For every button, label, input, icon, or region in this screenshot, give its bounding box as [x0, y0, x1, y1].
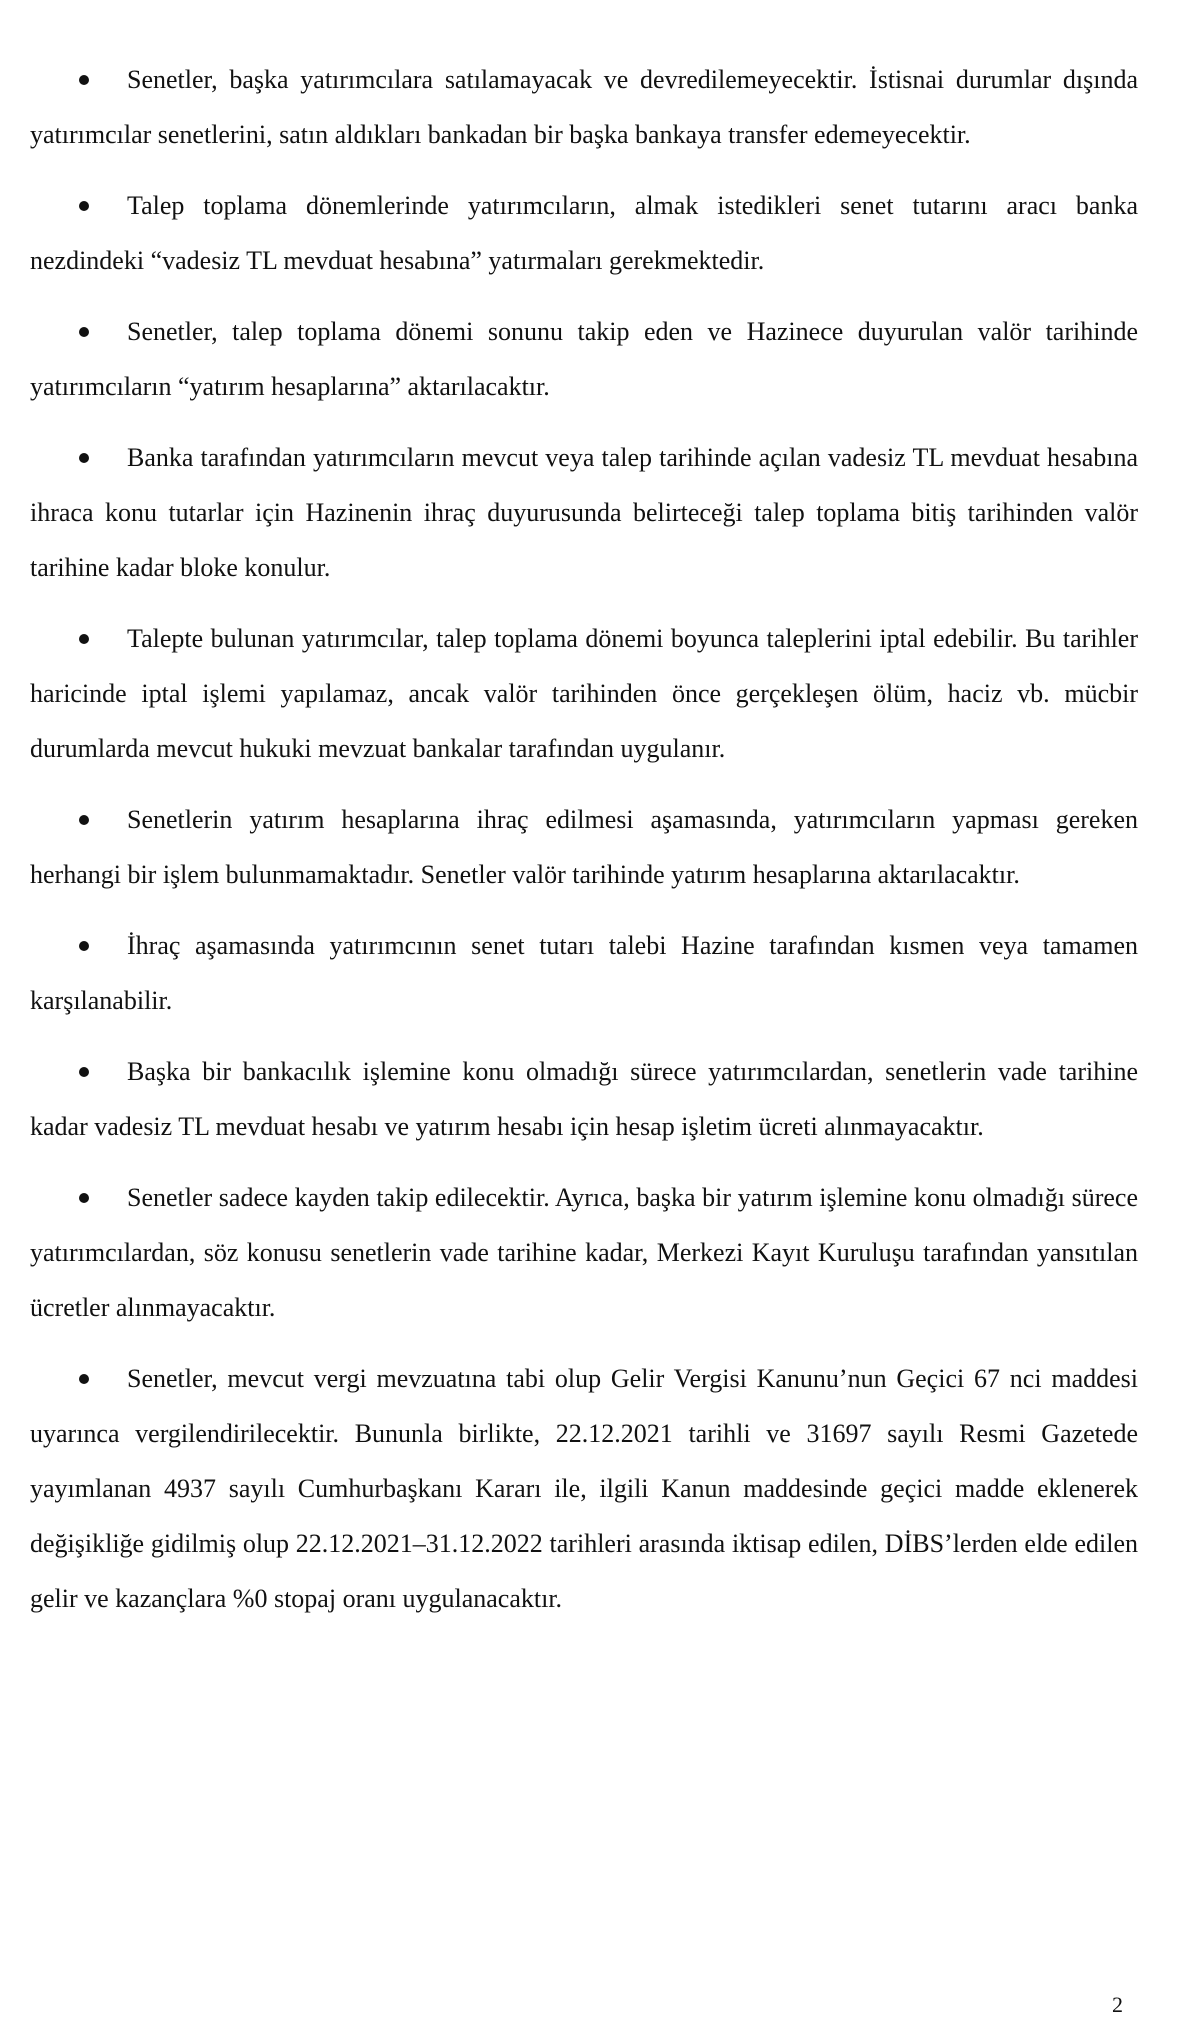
list-item-text: Banka tarafından yatırımcıların mevcut veya talep tarihinde açılan vadesiz TL mevduat hesabına ihraca konu tutarlar için Hazinenin ihraç duyurusunda belirteceği talep toplama bitiş tarihinden valör tarihine kadar bloke konulur.: [30, 443, 1138, 582]
list-item: [30, 1170, 1138, 1335]
list-item-text: Talep toplama dönemlerinde yatırımcıların, almak istedikleri senet tutarını aracı banka nezdindeki “vadesiz TL mevduat hesabına” yatırmaları gerekmektedir.: [30, 191, 1138, 275]
list-item-text: Talepte bulunan yatırımcılar, talep toplama dönemi boyunca taleplerini iptal edebilir. Bu tarihler haricinde iptal işlemi yapılamaz, ancak valör tarihinden önce gerçekleşen ölüm, haciz vb. mücbir durumlarda mevcut hukuki mevzuat bankalar tarafından uygulanır.: [30, 624, 1138, 763]
bullet-list: [30, 52, 1138, 1626]
list-item: [30, 611, 1138, 776]
list-item-text: İhraç aşamasında yatırımcının senet tutarı talebi Hazine tarafından kısmen veya tamamen karşılanabilir.: [30, 931, 1138, 1015]
list-item: [30, 792, 1138, 902]
bullet-icon: [79, 815, 89, 825]
list-item: [30, 52, 1138, 162]
list-item-text: Başka bir bankacılık işlemine konu olmadığı sürece yatırımcılardan, senetlerin vade tarihine kadar vadesiz TL mevduat hesabı ve yatırım hesabı için hesap işletim ücreti alınmayacaktır.: [30, 1057, 1138, 1141]
bullet-icon: [79, 1067, 89, 1077]
page-number: 2: [1112, 1992, 1123, 2017]
bullet-icon: [79, 453, 89, 463]
bullet-icon: [79, 327, 89, 337]
list-item: [30, 304, 1138, 414]
list-item: [30, 178, 1138, 288]
list-item-text: Senetlerin yatırım hesaplarına ihraç edilmesi aşamasında, yatırımcıların yapması gereken herhangi bir işlem bulunmamaktadır. Senetler valör tarihinde yatırım hesaplarına aktarılacaktır.: [30, 805, 1138, 889]
list-item-text: Senetler, başka yatırımcılara satılamayacak ve devredilemeyecektir. İstisnai durumlar dışında yatırımcılar senetlerini, satın aldıkları bankadan bir başka bankaya transfer edemeyecektir.: [30, 65, 1138, 149]
list-item: [30, 430, 1138, 595]
list-item: [30, 1351, 1138, 1626]
list-item-text: Senetler, talep toplama dönemi sonunu takip eden ve Hazinece duyurulan valör tarihinde yatırımcıların “yatırım hesaplarına” aktarılacaktır.: [30, 317, 1138, 401]
bullet-icon: [79, 75, 89, 85]
bullet-icon: [79, 634, 89, 644]
bullet-icon: [79, 201, 89, 211]
bullet-icon: [79, 1193, 89, 1203]
list-item-text: Senetler, mevcut vergi mevzuatına tabi olup Gelir Vergisi Kanunu’nun Geçici 67 nci maddesi uyarınca vergilendirilecektir. Bununla birlikte, 22.12.2021 tarihli ve 31697 sayılı Resmi Gazetede yayımlanan 4937 sayılı Cumhurbaşkanı Kararı ile, ilgili Kanun maddesinde geçici madde eklenerek değişikliğe gidilmiş olup 22.12.2021–31.12.2022 tarihleri arasında iktisap edilen, DİBS’lerden elde edilen gelir ve kazançlara %0 stopaj oranı uygulanacaktır.: [30, 1364, 1138, 1613]
list-item: [30, 1044, 1138, 1154]
bullet-icon: [79, 941, 89, 951]
list-item: [30, 918, 1138, 1028]
list-item-text: Senetler sadece kayden takip edilecektir. Ayrıca, başka bir yatırım işlemine konu olmadığı sürece yatırımcılardan, söz konusu senetlerin vade tarihine kadar, Merkezi Kayıt Kuruluşu tarafından yansıtılan ücretler alınmayacaktır.: [30, 1183, 1138, 1322]
bullet-icon: [79, 1374, 89, 1384]
